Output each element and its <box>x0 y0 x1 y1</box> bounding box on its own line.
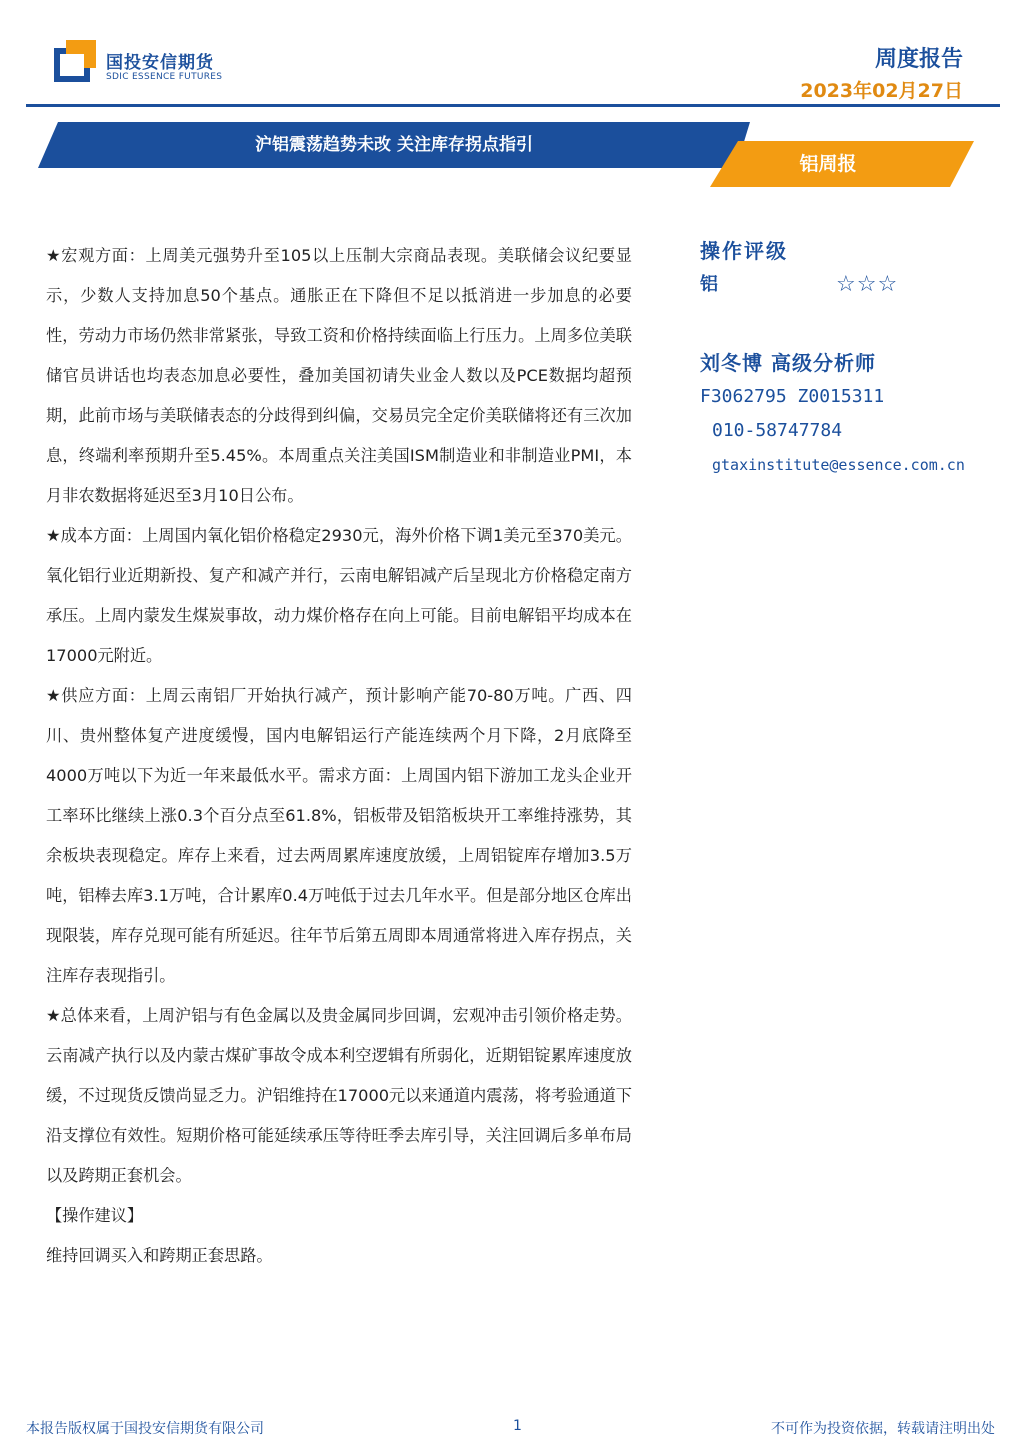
company-name-en: SDIC ESSENCE FUTURES <box>106 72 223 82</box>
paragraph-summary: ★总体来看，上周沪铝与有色金属以及贵金属同步回调，宏观冲击引领价格走势。云南减产执行以及内蒙古煤矿事故令成本利空逻辑有所弱化，近期铝锭累库速度放缓，不过现货反馈尚显乏力。沪铝维持在17000元以来通道内震荡，将考验通道下沿支撑位有效性。短期价格可能延续承压等待旺季去库引导，关注回调后多单布局以及跨期正套机会。 <box>46 1006 632 1185</box>
page-number: 1 <box>513 1418 522 1434</box>
analyst-email[interactable]: gtaxinstitute@essence.com.cn <box>712 456 965 474</box>
company-name-cn: 国投安信期货 <box>106 53 214 73</box>
report-title: 沪铝震荡趋势未改 关注库存拐点指引 <box>255 135 533 155</box>
report-body <box>46 236 632 1276</box>
report-date: 2023年02月27日 <box>800 80 963 102</box>
category-tag-label: 铝周报 <box>799 153 857 175</box>
paragraph-supply: ★供应方面：上周云南铝厂开始执行减产，预计影响产能70-80万吨。广西、四川、贵州整体复产进度缓慢，国内电解铝运行产能连续两个月下降，2月底降至4000万吨以下为近一年来最低水平。需求方面：上周国内铝下游加工龙头企业开工率环比继续上涨0.3个百分点至61.8%，铝板带及铝箔板块开工率维持涨势，其余板块表现稳定。库存上来看，过去两周累库速度放缓，上周铝锭库存增加3.5万吨，铝棒去库3.1万吨，合计累库0.4万吨低于过去几年水平。但是部分地区仓库出现限装，库存兑现可能有所延迟。往年节后第五周即本周通常将进入库存拐点，关注库存表现指引。 <box>46 686 632 985</box>
company-logo-icon <box>52 40 100 84</box>
analyst-phone: 010-58747784 <box>712 420 843 441</box>
footer-disclaimer: 不可作为投资依据，转载请注明出处 <box>771 1421 995 1437</box>
analyst-cert: F3062795 Z0015311 <box>700 386 885 407</box>
rating-row <box>700 270 1020 300</box>
paragraph-macro: ★宏观方面：上周美元强势升至105以上压制大宗商品表现。美联储会议纪要显示，少数人支持加息50个基点。通胀正在下降但不足以抵消进一步加息的必要性，劳动力市场仍然非常紧张，导致工资和价格持续面临上行压力。上周多位美联储官员讲话也均表态加息必要性，叠加美国初请失业金人数以及PCE数据均超预期，此前市场与美联储表态的分歧得到纠偏，交易员完全定价美联储将还有三次加息，终端利率预期升至5.45%。本周重点关注美国ISM制造业和非制造业PMI，本月非农数据将延迟至3月10日公布。 <box>46 246 632 505</box>
paragraph-cost: ★成本方面：上周国内氧化铝价格稳定2930元，海外价格下调1美元至370美元。氧化铝行业近期新投、复产和减产并行，云南电解铝减产后呈现北方价格稳定南方承压。上周内蒙发生煤炭事故，动力煤价格存在向上可能。目前电解铝平均成本在17000元附近。 <box>46 526 632 665</box>
analyst-name: 刘冬博 高级分析师 <box>700 351 876 375</box>
rating-stars-icon: ☆☆☆ <box>836 272 899 297</box>
advice-text: 维持回调买入和跨期正套思路。 <box>46 1246 273 1265</box>
rating-item: 铝 <box>700 274 718 295</box>
header-divider <box>26 104 1000 107</box>
rating-label: 操作评级 <box>700 239 788 263</box>
report-type: 周度报告 <box>874 47 963 72</box>
footer-copyright: 本报告版权属于国投安信期货有限公司 <box>26 1421 264 1437</box>
advice-title: 【操作建议】 <box>46 1206 144 1225</box>
sidebar <box>700 236 1020 482</box>
page-footer <box>0 1414 1025 1442</box>
